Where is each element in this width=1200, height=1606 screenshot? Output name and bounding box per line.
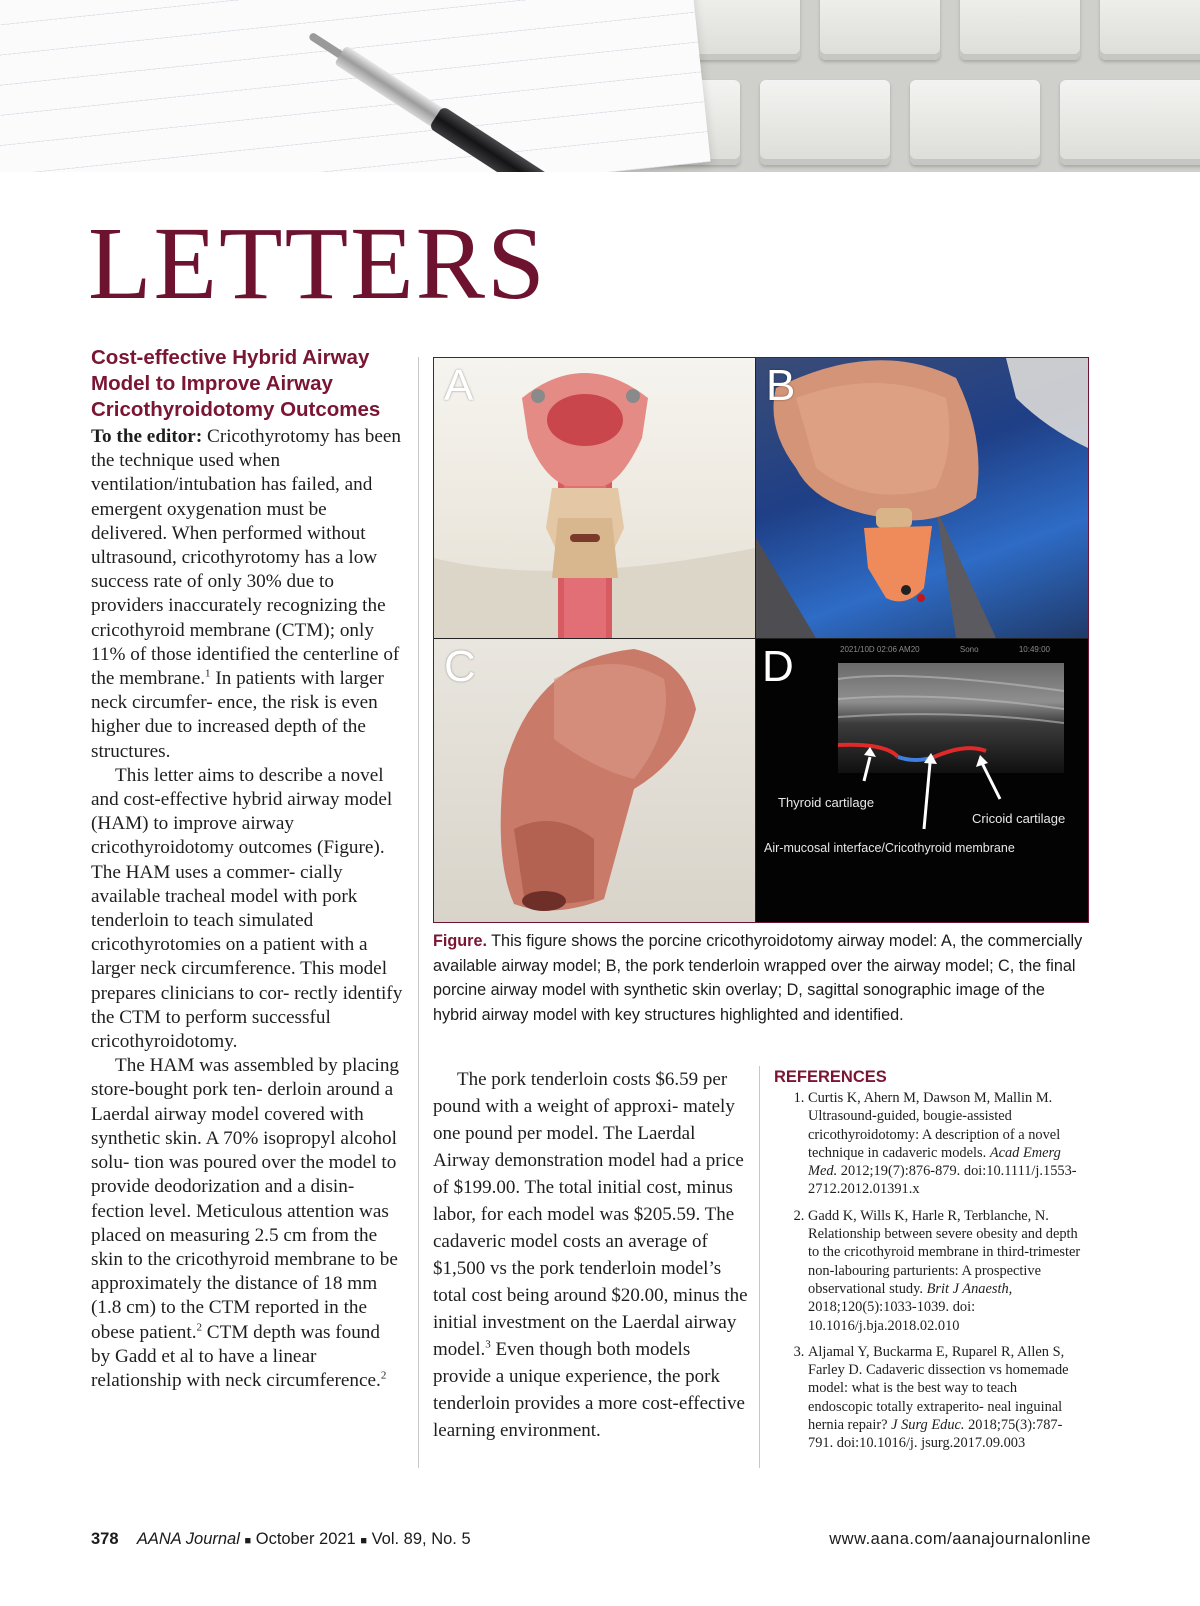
panel-d-ultrasound	[756, 639, 1088, 922]
panel-label-c: C	[444, 642, 476, 691]
figure	[433, 357, 1089, 923]
paragraph-3: The HAM was assembled by placing store-bought pork ten- derloin around a Laerdal airway model covered with synthetic skin. A 70% isopropyl alcohol solu- tion was poured over the model to provide deodorization and a disin- fection level. Meticulous attention was placed on measuring 2.5 cm from the skin to the cricothyroid membrane to be approximately the distance of 18 mm (1.8 cm) to the CTM reported in the obese patient.$^2$ CTM depth was found by Gadd et al to have a linear relationship with neck circumference.$^2$	[91, 1055, 400, 1391]
figure-caption: Figure. This figure shows the porcine cricothyroidotomy airway model: A, the commercially available airway model; B, the pork tenderloin wrapped over the airway model; C, the final porcine airway model with synthetic skin overlay; D, sagittal sonographic image of the hybrid airway model with key structures highlighted and identified.	[433, 932, 1083, 1024]
notepad-image	[0, 0, 711, 172]
article-title: Cost-effective Hybrid Airway Model to Improve Airway Cricothyroidotomy Outcomes	[91, 346, 381, 421]
label-cricoid-cartilage: Cricoid cartilage	[972, 811, 1066, 826]
journal-url[interactable]: www.aana.com/aanajournalonline	[829, 1530, 1091, 1548]
panel-a-airway-model	[434, 358, 755, 638]
issue-date: October 2021	[255, 1530, 356, 1548]
panel-c-final-model	[434, 639, 755, 922]
citation-2b[interactable]: 2	[380, 1369, 387, 1382]
reference-item: 2. Gadd K, Wills K, Harle R, Terblanche, N. Relationship between severe obesity and depth to the cricothyroid membrane in third-trimester non-labouring parturients: A prospective observational study. Brit J Anaesth, 2018;120(5):1033-1039. doi: 10.1016/j.bja.2018.02.010	[808, 1207, 1084, 1335]
reference-list	[774, 1089, 1084, 1453]
caption-label: Figure.	[433, 932, 487, 950]
citation-2[interactable]: 2	[196, 1321, 202, 1334]
journal-name: AANA Journal	[136, 1530, 240, 1548]
column-divider-2	[759, 1066, 760, 1468]
citation-1[interactable]: 1	[205, 667, 211, 680]
panel-label-b: B	[766, 361, 796, 410]
references-heading: REFERENCES	[774, 1068, 887, 1086]
page-number: 378	[91, 1530, 119, 1548]
separator: ■	[244, 1535, 252, 1547]
separator: ■	[360, 1535, 367, 1547]
page-footer	[91, 1530, 1091, 1552]
reference-item: 1. Curtis K, Ahern M, Dawson M, Mallin M. Ultrasound-guided, bougie-assisted cricothyroidotomy: A description of a novel technique in cadaveric models. Acad Emerg Med. 2012;19(7):876-879. doi:10.1111/j.1553-2712.2012.01391.x	[808, 1089, 1084, 1199]
ultrasound-header: 2021/10D 02:06 AM20 Sono 10:49:00	[840, 645, 1050, 654]
panel-label-a: A	[444, 361, 474, 410]
footer-left	[91, 1530, 471, 1549]
references	[774, 1067, 1084, 1461]
panel-label-d: D	[762, 642, 794, 691]
middle-column	[433, 1066, 753, 1444]
column-divider	[418, 357, 419, 1468]
reference-item: 3. Aljamal Y, Buckarma E, Ruparel R, Allen S, Farley D. Cadaveric dissection vs homemade model: what is the best way to teach endoscopic totally extraperito- neal inguinal hernia repair? J Surg Educ. 2018;75(3):787-791. doi:10.1016/j. jsurg.2017.09.003	[808, 1343, 1084, 1453]
volume: Vol. 89, No. 5	[371, 1530, 471, 1548]
paragraph-1: To the editor: Cricothyrotomy has been the technique used when ventilation/intubation has failed, and emergent oxygenation must be delivered. When performed without ultrasound, cricothyrotomy has a low success rate of only 30% due to providers inaccurately recognizing the cricothyroid membrane (CTM); only 11% of those identified the centerline of the membrane.$^1$ In patients with larger neck circumfer- ence, the risk is even higher due to increased depth of the structures.	[91, 426, 401, 762]
lead-in: To the editor:	[91, 426, 203, 447]
left-column	[91, 345, 403, 1393]
section-title: LETTERS	[88, 206, 547, 321]
label-cricothyroid-membrane: Air-mucosal interface/Cricothyroid membrane	[764, 841, 1015, 855]
citation-3[interactable]: 3	[485, 1338, 491, 1351]
panel-b-pork-tenderloin	[756, 358, 1088, 638]
label-thyroid-cartilage: Thyroid cartilage	[778, 795, 875, 810]
paragraph-4: The pork tenderloin costs $6.59 per pound with a weight of approxi- mately one pound per model. The Laerdal Airway demonstration model had a price of $199.00. The total initial cost, minus labor, for each model was $205.59. The cadaveric model costs an average of $1,500 vs the pork tenderloin model’s total cost being around $20.00, minus the initial investment on the Laerdal airway model.$^3$ Even though both models provide a unique experience, the pork tenderloin provides a more cost-effective learning environment.	[433, 1069, 748, 1441]
paragraph-2: This letter aims to describe a novel and cost-effective hybrid airway model (HAM) to improve airway cricothyroidotomy outcomes (Figure). The HAM uses a commer- cially available tracheal model with pork tenderloin to teach simulated cricothyrotomies on a patient with a larger neck circumference. This model prepares clinicians to cor- rectly identify the CTM to perform successful cricothyroidotomy.	[91, 764, 403, 1053]
header-photo	[0, 0, 1200, 172]
